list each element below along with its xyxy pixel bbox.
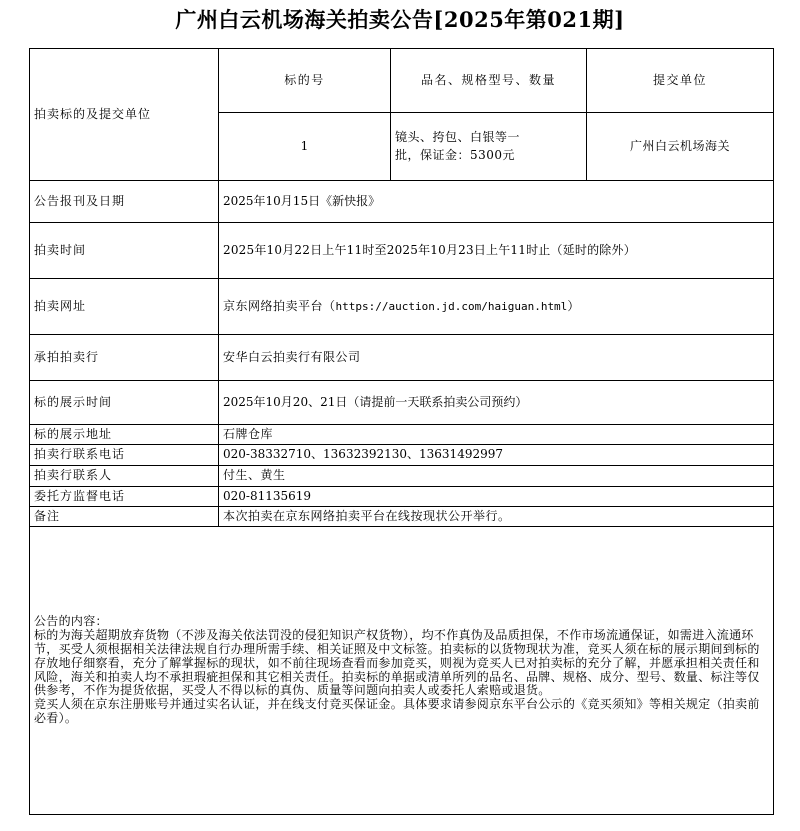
auction-site-prefix: 京东网络拍卖平台（ (223, 298, 336, 313)
submitting-unit: 广州白云机场海关 (587, 113, 774, 181)
auction-site-suffix: ） (567, 298, 580, 313)
lot-section-label: 拍卖标的及提交单位 (30, 49, 219, 181)
auctioneer-phone-value: 020-38332710、13632392130、13631492997 (219, 445, 774, 466)
display-time-label: 标的展示时间 (30, 381, 219, 425)
announcement-content (30, 527, 774, 815)
item-description (391, 113, 587, 181)
auctioneer-label: 承拍拍卖行 (30, 335, 219, 381)
content-paragraph-1: 标的为海关超期放弃货物（不涉及海关依法罚没的侵犯知识产权货物），均不作真伪及品质担保，不作市场流通保证，如需进入流通环节，买受人须根据相关法律法规自行办理所需手续、相关证照及中文标签。拍卖标的以货物现状为准，竞买人须在标的展示期间到标的存放地仔细察看，充分了解掌握标的现状，如不前往现场查看而参加竞买，则视为竞买人已对拍卖标的充分了解，并愿承担相关责任和风险，海关和拍卖人均不承担瑕疵担保和其它相关责任。拍卖标的单据或清单所列的品名、品牌、规格、成分、型号、数量、标注等仅供参考，不作为提货依据，买受人不得以标的真伪、质量等问题向拍卖人或委托人索赔或退货。 (34, 628, 760, 698)
auctioneer-contact-value: 付生、黄生 (219, 466, 774, 487)
auctioneer-contact-label: 拍卖行联系人 (30, 466, 219, 487)
auction-site-label: 拍卖网址 (30, 279, 219, 335)
header-item-desc: 品名、规格型号、数量 (391, 49, 587, 113)
header-lot-no: 标的号 (219, 49, 391, 113)
header-submitting-unit: 提交单位 (587, 49, 774, 113)
auctioneer-value: 安华白云拍卖行有限公司 (219, 335, 774, 381)
supervisor-phone-value: 020-81135619 (219, 487, 774, 507)
content-paragraph-2: 竞买人须在京东注册账号并通过实名认证，并在线支付竞买保证金。具体要求请参阅京东平台公示的《竞买须知》等相关规定（拍卖前必看）。 (34, 697, 760, 725)
content-heading: 公告的内容： (34, 614, 108, 629)
remarks-value: 本次拍卖在京东网络拍卖平台在线按现状公开举行。 (219, 507, 774, 527)
remarks-label: 备注 (30, 507, 219, 527)
display-address-value: 石牌仓库 (219, 425, 774, 445)
display-address-label: 标的展示地址 (30, 425, 219, 445)
announce-date-value: 2025年10月15日《新快报》 (219, 181, 774, 223)
announce-date-label: 公告报刊及日期 (30, 181, 219, 223)
display-time-value: 2025年10月20、21日（请提前一天联系拍卖公司预约） (219, 381, 774, 425)
auctioneer-phone-label: 拍卖行联系电话 (30, 445, 219, 466)
item-desc-line-1: 镜头、挎包、白银等一 (395, 129, 521, 144)
supervisor-phone-label: 委托方监督电话 (30, 487, 219, 507)
auction-time-label: 拍卖时间 (30, 223, 219, 279)
auction-table (29, 48, 774, 815)
auction-site-value (219, 279, 774, 335)
lot-number: 1 (219, 113, 391, 181)
auction-time-value: 2025年10月22日上午11时至2025年10月23日上午11时止（延时的除外） (219, 223, 774, 279)
item-desc-line-2: 批，保证金：5300元 (395, 147, 516, 162)
auction-site-link[interactable]: https://auction.jd.com/haiguan.html (335, 299, 568, 313)
page-title: 广州白云机场海关拍卖公告[2025年第021期] (175, 7, 625, 32)
